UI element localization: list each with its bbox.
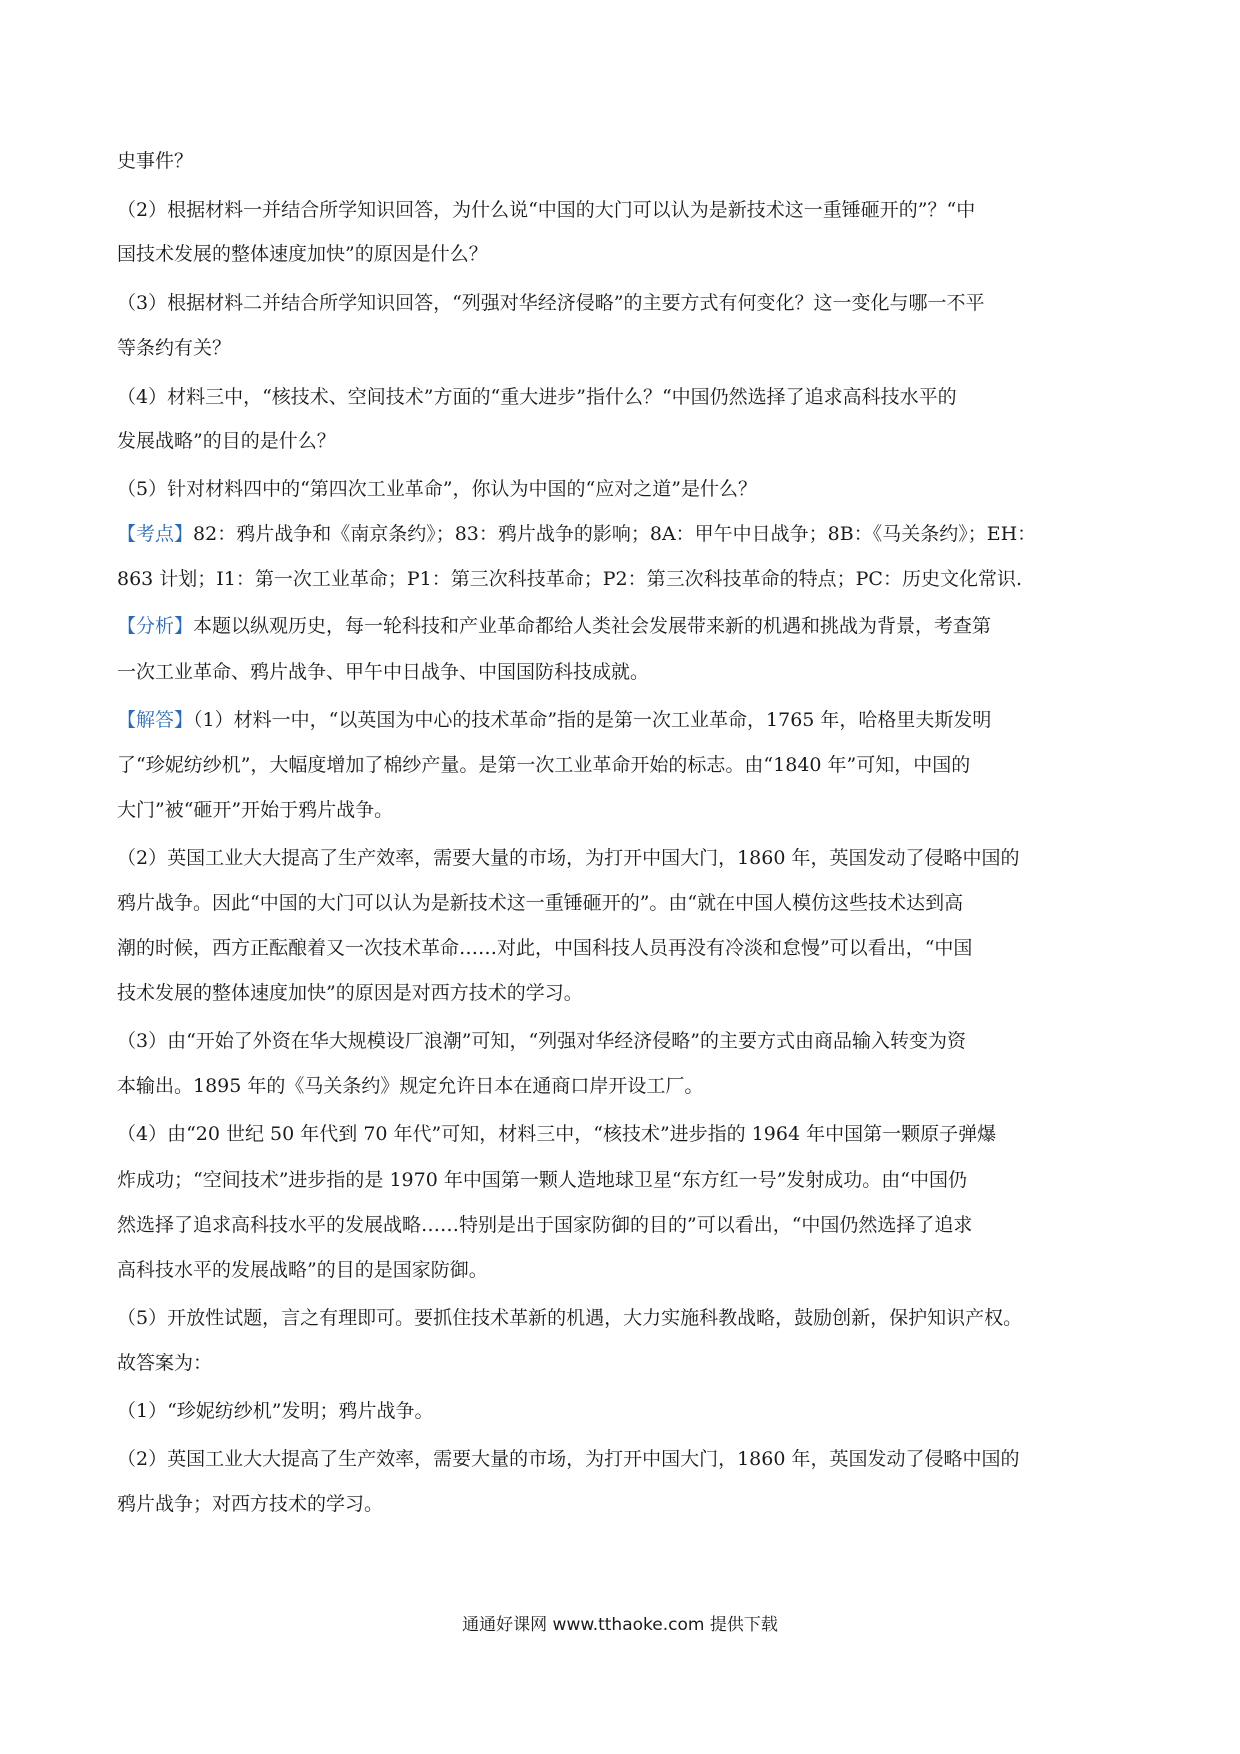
text-line: 鸦片战争；对西方技术的学习。 (117, 1493, 384, 1515)
question-3: （3）根据材料二并结合所学知识回答，“列强对华经济侵略”的主要方式有何变化？这一变化与哪一不平 (117, 292, 985, 314)
jieda-line (117, 707, 1137, 733)
text-line: 技术发展的整体速度加快”的原因是对西方技术的学习。 (117, 982, 583, 1004)
final-answer-1: （1）“珍妮纺纱机”发明；鸦片战争。 (117, 1400, 434, 1422)
question-4: （4）材料三中，“核技术、空间技术”方面的“重大进步”指什么？“中国仍然选择了追求高科技水平的 (117, 386, 957, 408)
text-line: 鸦片战争。因此“中国的大门可以认为是新技术这一重锤砸开的”。由“就在中国人模仿这些技术达到高 (117, 892, 964, 914)
text-line: 高科技水平的发展战略”的目的是国家防御。 (117, 1259, 488, 1281)
text-line: 发展战略”的目的是什么？ (117, 430, 336, 452)
question-2: （2）根据材料一并结合所学知识回答，为什么说“中国的大门可以认为是新技术这一重锤砸开的”？“中 (117, 199, 976, 221)
text-line: 潮的时候，西方正酝酿着又一次技术革命……对此，中国科技人员再没有冷淡和怠慢”可以看出，“中国 (117, 937, 973, 959)
text-line: 了“珍妮纺纱机”，大幅度增加了棉纱产量。是第一次工业革命开始的标志。由“1840 年”可知，中国的 (117, 754, 971, 776)
text-line: 然选择了追求高科技水平的发展战略……特别是出于国家防御的目的”可以看出，“中国仍然选择了追求 (117, 1214, 973, 1236)
kaodian-line (117, 521, 1137, 547)
footer-text: 通通好课网 www.tthaoke.com 提供下载 (462, 1615, 778, 1635)
kaodian-text: 82：鸦片战争和《南京条约》；83：鸦片战争的影响；8A：甲午中日战争；8B：《马关条约》；EH： (193, 523, 1037, 545)
fenxi-line (117, 613, 1137, 639)
text-line: 国技术发展的整体速度加快”的原因是什么？ (117, 243, 488, 265)
text-line: 炸成功；“空间技术”进步指的是 1970 年中国第一颗人造地球卫星“东方红一号”发射成功。由“中国仍 (117, 1169, 968, 1191)
text-line: 本输出。1895 年的《马关条约》规定允许日本在通商口岸开设工厂。 (117, 1075, 704, 1097)
fenxi-tag: 【分析】 (117, 615, 194, 637)
jieda-tag: 【解答】 (117, 709, 194, 731)
text-line: 863 计划；I1：第一次工业革命；P1：第三次科技革命；P2：第三次科技革命的特点；PC：历史文化常识. (117, 568, 1023, 590)
answer-4: （4）由“20 世纪 50 年代到 70 年代”可知，材料三中，“核技术”进步指的 1964 年中国第一颗原子弹爆 (117, 1123, 997, 1145)
final-answer-2: （2）英国工业大大提高了生产效率，需要大量的市场，为打开中国大门，1860 年，英国发动了侵略中国的 (117, 1448, 1020, 1470)
kaodian-tag: 【考点】 (117, 523, 194, 545)
answer-3: （3）由“开始了外资在华大规模设厂浪潮”可知，“列强对华经济侵略”的主要方式由商品输入转变为资 (117, 1030, 966, 1052)
text-line: 一次工业革命、鸦片战争、甲午中日战争、中国国防科技成就。 (117, 661, 650, 683)
fenxi-text: 本题以纵观历史，每一轮科技和产业革命都给人类社会发展带来新的机遇和挑战为背景，考查第 (193, 615, 992, 637)
answer-5: （5）开放性试题，言之有理即可。要抓住技术革新的机遇，大力实施科教战略，鼓励创新，保护知识产权。 (117, 1307, 1023, 1329)
question-5: （5）针对材料四中的“第四次工业革命”，你认为中国的“应对之道”是什么？ (117, 478, 757, 500)
text-line: 史事件？ (117, 150, 194, 172)
text-line: 等条约有关？ (117, 337, 232, 359)
answer-2: （2）英国工业大大提高了生产效率，需要大量的市场，为打开中国大门，1860 年，英国发动了侵略中国的 (117, 847, 1020, 869)
text-line: 大门”被“砸开”开始于鸦片战争。 (117, 799, 394, 821)
text-line: 故答案为： (117, 1352, 213, 1374)
jieda-text: （1）材料一中，“以英国为中心的技术革命”指的是第一次工业革命，1765 年，哈格里夫斯发明 (193, 709, 992, 731)
